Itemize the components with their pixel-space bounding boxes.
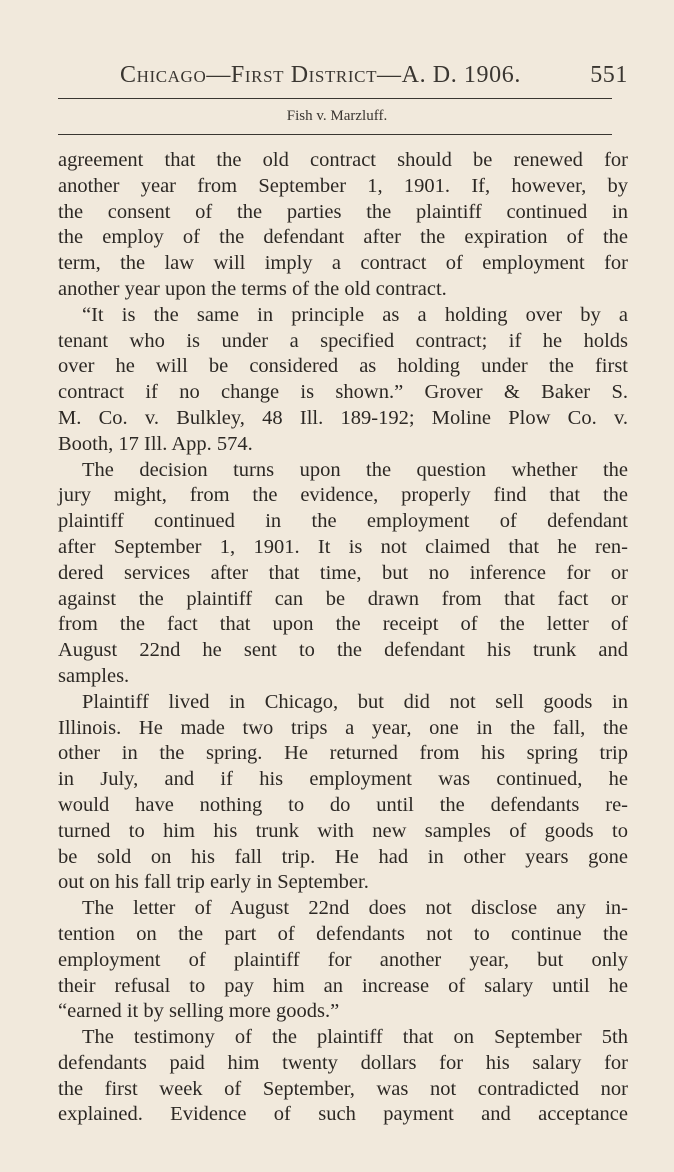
text-line: tention on the part of defendants not to continue the — [58, 922, 628, 945]
text-line: against the plaintiff can be drawn from that fact or — [58, 587, 628, 610]
header-rule — [58, 98, 612, 99]
text-line: over he will be considered as holding under the first — [58, 355, 628, 378]
text-line: another year upon the terms of the old contract. — [58, 277, 447, 300]
text-line: contract if no change is shown.” Grover & Baker S. — [58, 381, 628, 404]
text-line: from the fact that upon the receipt of the letter of — [58, 613, 628, 636]
text-line: The decision turns upon the question whether the — [82, 458, 628, 481]
text-line: out on his fall trip early in September. — [58, 871, 369, 894]
text-line: “earned it by selling more goods.” — [58, 1000, 340, 1023]
text-line: be sold on his fall trip. He had in other years gone — [58, 845, 628, 868]
text-line: in July, and if his employment was continued, he — [58, 768, 628, 791]
text-line: plaintiff continued in the employment of defendant — [58, 510, 628, 533]
text-line: defendants paid him twenty dollars for his salary for — [58, 1051, 628, 1074]
text-line: another year from September 1, 1901. If, however, by — [58, 174, 628, 197]
running-title: Chicago—First District—A. D. 1906. — [120, 62, 521, 88]
case-title: Fish v. Marzluff. — [286, 108, 388, 124]
text-line: explained. Evidence of such payment and acceptance — [58, 1103, 628, 1126]
text-line: Plaintiff lived in Chicago, but did not sell goods in — [82, 690, 628, 713]
text-line: other in the spring. He returned from his spring trip — [58, 742, 628, 765]
text-line: Illinois. He made two trips a year, one in the fall, the — [58, 716, 628, 739]
running-header — [58, 62, 628, 89]
body-text — [58, 148, 628, 1128]
text-line: dered services after that time, but no inference for or — [58, 561, 628, 584]
text-line: would have nothing to do until the defendants re- — [58, 793, 628, 816]
text-line: samples. — [58, 664, 130, 687]
text-line: tenant who is under a specified contract; if he holds — [58, 329, 628, 352]
text-line: jury might, from the evidence, properly find that the — [58, 484, 628, 507]
text-line: their refusal to pay him an increase of salary until he — [58, 974, 628, 997]
text-line: term, the law will imply a contract of employment for — [58, 252, 628, 275]
text-line: the consent of the parties the plaintiff continued in — [58, 200, 628, 223]
text-line: The testimony of the plaintiff that on September 5th — [82, 1026, 628, 1049]
text-line: turned to him his trunk with new samples of goods to — [58, 819, 628, 842]
text-line: the employ of the defendant after the expiration of the — [58, 226, 628, 249]
text-line: employment of plaintiff for another year, but only — [58, 948, 628, 971]
text-line: after September 1, 1901. It is not claimed that he ren- — [58, 535, 628, 558]
text-line: The letter of August 22nd does not disclose any in- — [82, 897, 628, 920]
text-line: agreement that the old contract should be renewed for — [58, 149, 628, 171]
text-line: M. Co. v. Bulkley, 48 Ill. 189-192; Moline Plow Co. v. — [58, 406, 628, 429]
text-line: Booth, 17 Ill. App. 574. — [58, 432, 253, 455]
text-line: “It is the same in principle as a holding over by a — [82, 303, 628, 326]
text-line: the first week of September, was not contradicted nor — [58, 1077, 628, 1100]
page-number: 551 — [590, 62, 628, 88]
subheader-rule — [58, 134, 612, 135]
text-line: August 22nd he sent to the defendant his trunk and — [58, 639, 628, 662]
